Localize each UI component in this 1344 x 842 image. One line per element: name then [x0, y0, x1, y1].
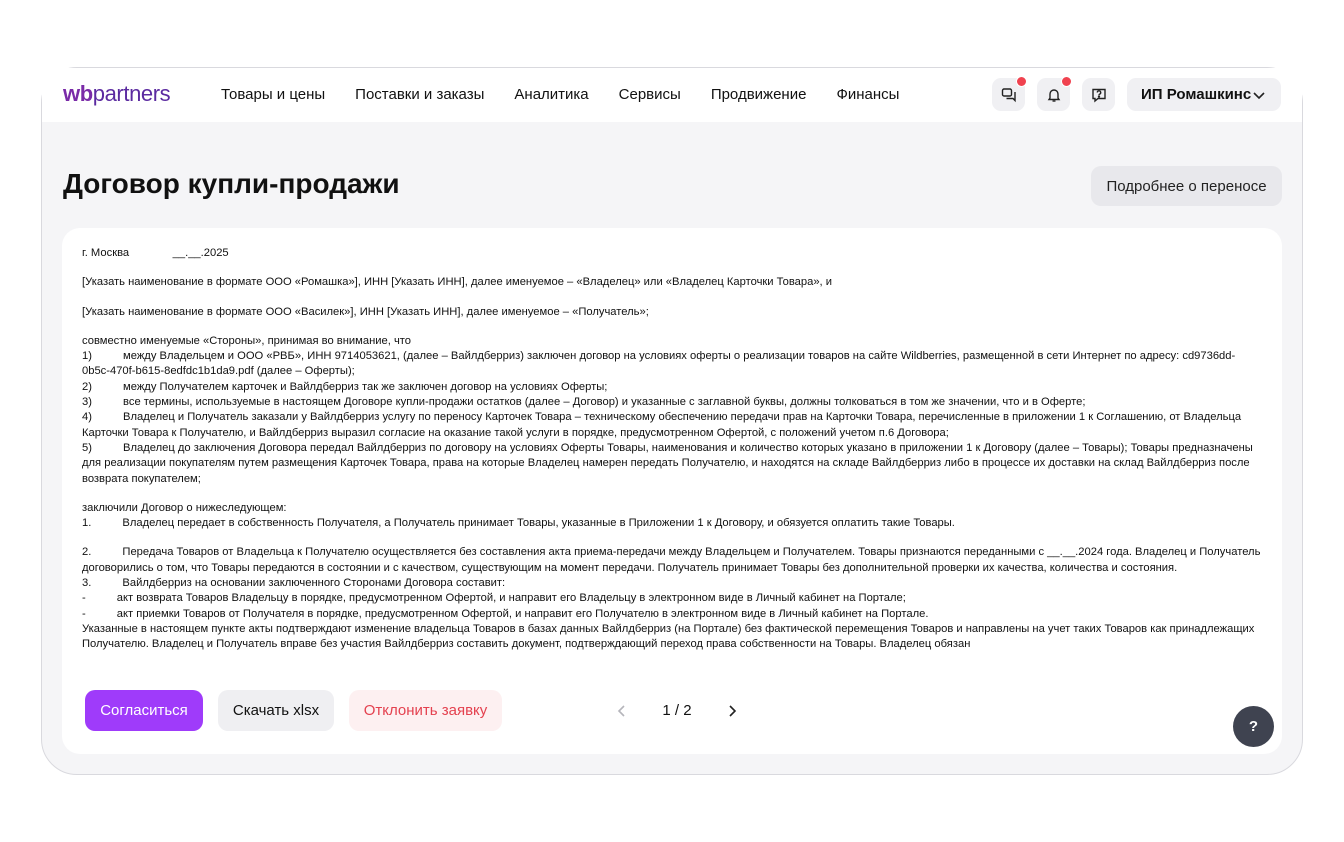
contract-line: - акт возврата Товаров Владельцу в порядке, предусмотренном Офертой, и направит его Владельцу в электронном виде в Личный кабинет на Портале;	[82, 592, 906, 605]
bell-icon	[1046, 87, 1062, 103]
contract-line: [Указать наименование в формате ООО «Ромашка»], ИНН [Указать ИНН], далее именуемое – «Владелец» или «Владелец Карточки Товара», и	[82, 276, 833, 289]
contract-line: 1. Владелец передает в собственность Получателя, а Получатель принимает Товары, указанные в Приложении 1 к Договору, и обязуется оплатить такие Товары.	[82, 517, 955, 530]
pagination	[612, 690, 742, 731]
download-xlsx-button[interactable]: Скачать xlsx	[218, 690, 334, 731]
contract-card	[62, 228, 1282, 754]
nav-item-promotion[interactable]: Продвижение	[710, 86, 807, 103]
contract-line: 5) Владелец до заключения Договора передал Вайлдберриз по договору на условиях Оферты Товары, наименования и количество которых указано в приложении 1 к Договору (далее – Товары); Товары предназначены для реализации покупателям путем размещения Карточек Товара, права на которые Владелец намерен передать Получателю, и находятся на складе Вайлдберриз либо в процессе их доставки на склад Вайлдберриз после возврата покупателем;	[82, 441, 1256, 485]
chevron-left-icon	[615, 704, 629, 718]
action-bar	[62, 690, 1282, 734]
wbpartners-logo[interactable]: wbpartners	[63, 81, 171, 106]
prev-page-button[interactable]	[612, 701, 632, 721]
contract-line: Указанные в настоящем пункте акты подтверждают изменение владельца Товаров в базах данных Вайлдберриз (на Портале) без фактической перемещения Товаров и направлены на учет таких Товаров как принадлежащих Получателю. Владелец и Получатель вправе без участия Вайлдберриз составить документ, подтверждающий переход права собственности на Товары. Владелец обязан	[82, 622, 1258, 651]
nav-item-supplies[interactable]: Поставки и заказы	[355, 86, 485, 103]
reject-request-button[interactable]: Отклонить заявку	[349, 690, 502, 731]
contract-line: г. Москва __.__.2025	[82, 247, 229, 259]
chat-icon	[1001, 87, 1017, 103]
notification-badge	[1061, 76, 1072, 87]
contract-line: 2. Передача Товаров от Владельца к Получателю осуществляется без составления акта приема-передачи между Владельцем и Получателем. Товары признаются переданными с __.__.2024 года. Владелец и Получатель договорились о том, что Товары передаются в состоянии и с качеством, существующим на момент передачи. Получатель принимает Товары без дополнительной проверки их качества, количества и состояния.	[82, 546, 1264, 574]
support-icon	[1091, 87, 1107, 103]
nav-item-finance[interactable]: Финансы	[836, 86, 900, 103]
account-menu[interactable]	[1127, 78, 1281, 111]
notification-badge	[1016, 76, 1027, 87]
contract-line: [Указать наименование в формате ООО «Василек»], ИНН [Указать ИНН], далее именуемое – «Получатель»;	[82, 305, 649, 318]
paragraph-gap	[82, 531, 1262, 545]
top-bar	[42, 68, 1302, 122]
paragraph-gap	[82, 261, 1262, 275]
contract-line: 1) между Владельцем и ООО «РВБ», ИНН 9714053621, (далее – Вайлдберриз) заключен договор на условиях оферты о реализации товаров на сайте Wildberries, размещенной в сети Интернет по адресу: cd9736dd-0b5c-470f-b615-8edfdc1b1da9.pdf (далее – Оферты);	[82, 350, 1236, 378]
contract-line: 4) Владелец и Получатель заказали у Вайлдберриз услугу по переносу Карточек Товара – техническому обеспечению передачи прав на Карточки Товара, перечисленные в приложении 1 к Соглашению, от Владельца Карточки Товара к Получателю, и Вайлдберриз выразил согласие на оказание такой услуги в порядке, предусмотренном Офертой, с положений учетом п.6 Договора;	[82, 411, 1245, 439]
notifications-button[interactable]	[1037, 78, 1070, 111]
page-title: Договор купли-продажи	[63, 168, 400, 199]
contract-line: - акт приемки Товаров от Получателя в порядке, предусмотренном Офертой, и направит его Получателю в электронном виде в Личный кабинет на Портале.	[82, 607, 929, 620]
paragraph-gap	[82, 291, 1262, 305]
page-indicator: 1 / 2	[662, 702, 692, 719]
transfer-details-button[interactable]: Подробнее о переносе	[1091, 166, 1282, 206]
contract-text[interactable]	[82, 246, 1262, 666]
next-page-button[interactable]	[722, 701, 742, 721]
app-window	[41, 67, 1303, 775]
main-nav	[221, 86, 929, 103]
help-button[interactable]: ?	[1233, 706, 1274, 747]
paragraph-gap	[82, 320, 1262, 334]
nav-item-analytics[interactable]: Аналитика	[514, 86, 589, 103]
chevron-right-icon	[725, 704, 739, 718]
chevron-down-icon	[1251, 87, 1267, 103]
support-button[interactable]	[1082, 78, 1115, 111]
agree-button[interactable]: Согласиться	[85, 690, 203, 731]
nav-item-services[interactable]: Сервисы	[618, 86, 681, 103]
contract-line: заключили Договор о нижеследующем:	[82, 501, 287, 514]
paragraph-gap	[82, 487, 1262, 501]
contract-line: совместно именуемые «Стороны», принимая во внимание, что	[82, 334, 411, 347]
contract-line: 3. Вайлдберриз на основании заключенного Сторонами Договора составит:	[82, 577, 506, 590]
chat-button[interactable]	[992, 78, 1025, 111]
contract-line: 3) все термины, используемые в настоящем Договоре купли-продажи остатков (далее – Договор) и указанные с заглавной буквы, должны толковаться в том же значении, что и в Оферте;	[82, 396, 1086, 409]
contract-line: 2) между Получателем карточек и Вайлдберриз так же заключен договор на условиях Оферты;	[82, 380, 608, 393]
nav-item-products[interactable]: Товары и цены	[221, 86, 326, 103]
account-name: ИП Ромашкинс	[1141, 86, 1252, 103]
